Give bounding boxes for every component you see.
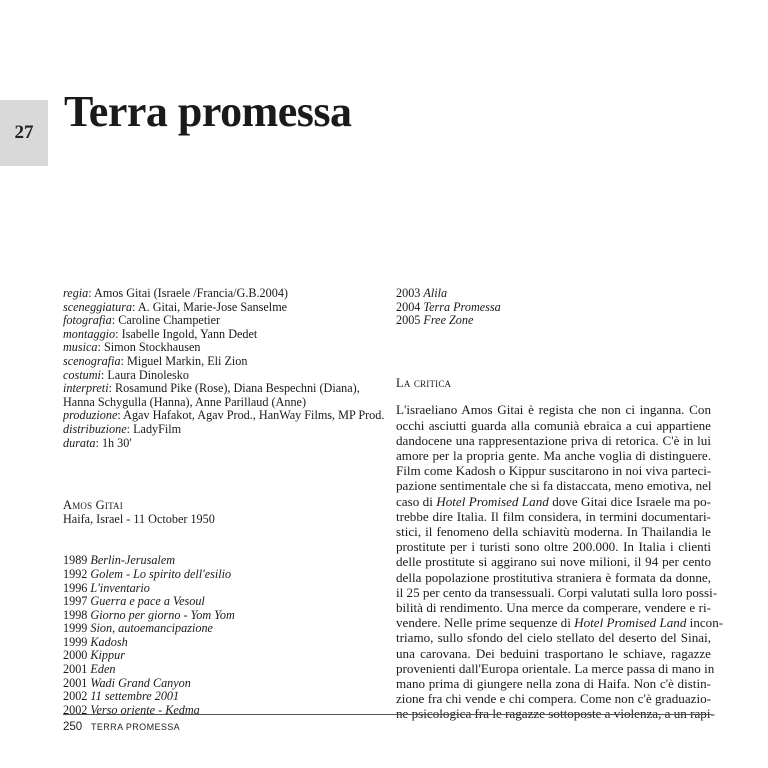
film-year: 2002 <box>63 689 88 704</box>
credit-label: scenografia <box>63 353 121 368</box>
critica-line <box>396 539 711 554</box>
critica-segment: L'israeliano Amos Gitai è regista che non ci inganna. Con <box>396 402 711 418</box>
director-name: Amos Gitai <box>63 498 123 513</box>
film-year: 1997 <box>63 594 88 609</box>
credit-label: regia <box>63 286 89 300</box>
critica-line <box>396 463 711 478</box>
filmography-item <box>396 287 711 301</box>
running-title: TERRA PROMESSA <box>90 722 181 732</box>
film-year: 2002 <box>63 702 88 717</box>
critica-segment: triamo, sullo sfondo del cielo stellato del deserto del Sinai, <box>396 630 711 646</box>
chapter-number-tab <box>0 100 48 166</box>
film-title: Kadosh <box>90 634 128 649</box>
critica-line <box>396 691 711 706</box>
credit-line <box>63 287 383 301</box>
film-title: L'inventario <box>90 580 150 595</box>
critica-segment: delle prostitute si aggirano sui nove milioni, il 94 per cento <box>396 554 711 570</box>
critica-line <box>396 584 718 600</box>
film-title: 11 settembre 2001 <box>90 689 180 704</box>
filmography-item <box>63 704 383 718</box>
credit-line <box>63 369 383 383</box>
filmography-item <box>63 663 383 677</box>
critica-segment: zione fra chi vende e chi compera. Come non c'è graduazio- <box>396 691 711 707</box>
film-title: Wadi Grand Canyon <box>90 675 191 690</box>
filmography-list <box>63 554 383 717</box>
critica-segment: dandocene una rappresentazione priva di retorica. C'è in lui <box>396 432 711 448</box>
credit-label: fotografia <box>63 313 112 328</box>
critica-heading: La critica <box>396 375 452 390</box>
page-footer <box>63 721 180 733</box>
credits-block <box>63 287 383 450</box>
critica-segment: vendere. Nelle prime sequenze di <box>396 615 575 631</box>
film-title: Golem - Lo spirito dell'esilio <box>90 566 232 581</box>
film-year: 1998 <box>63 607 88 622</box>
film-title: Sion, autoemancipazione <box>90 621 213 636</box>
critica-line <box>396 676 711 691</box>
filmography-item <box>63 636 383 650</box>
film-title: Giorno per giorno - Yom Yom <box>90 607 235 622</box>
critica-line <box>396 615 724 631</box>
film-title: Verso oriente - Kedma <box>90 702 200 717</box>
film-title: Eden <box>90 662 116 677</box>
credit-value: : Amos Gitai (Israele /Francia/G.B.2004) <box>88 286 288 300</box>
critica-line <box>396 600 711 615</box>
chapter-number: 27 <box>14 122 34 143</box>
filmography-item <box>63 649 383 663</box>
credit-value: Hanna Schygulla (Hanna), Anne Parillaud (Anne) <box>63 394 306 409</box>
critica-line <box>396 660 715 676</box>
film-year: 2001 <box>63 675 88 690</box>
film-year: 1999 <box>63 634 88 649</box>
filmography-item <box>396 301 711 315</box>
critica-line <box>396 630 711 645</box>
credit-value: : Rosamund Pike (Rose), Diana Bespechni (Diana), <box>108 381 360 396</box>
critica-segment: mano prima di giungere nella zona di Haifa. Non c'è distin- <box>396 676 711 692</box>
credit-value: : Agav Hafakot, Agav Prod., HanWay Films, MP Prod. <box>117 408 385 423</box>
credit-label: durata <box>63 435 96 450</box>
film-title: Alila <box>423 286 448 300</box>
credit-value: : Simon Stockhausen <box>97 340 201 355</box>
critica-line <box>396 418 711 433</box>
credit-value: : LadyFilm <box>126 421 182 436</box>
critica-text <box>396 402 724 722</box>
filmography-item <box>63 677 383 691</box>
credit-label: montaggio <box>63 326 116 341</box>
left-column <box>63 287 383 717</box>
critica-segment: dove Gitai dice Israele ma po- <box>548 493 712 509</box>
film-year: 2000 <box>63 648 88 663</box>
credit-line <box>63 301 383 315</box>
film-year: 2004 <box>396 299 421 314</box>
credit-value: : A. Gitai, Marie-Jose Sanselme <box>132 299 288 314</box>
credit-value: : Miguel Markin, Eli Zion <box>120 353 248 368</box>
credit-line <box>63 314 383 328</box>
credit-value: : Isabelle Ingold, Yann Dedet <box>115 326 258 341</box>
credit-line <box>63 423 383 437</box>
film-year: 1989 <box>63 553 88 568</box>
critica-segment: stici, il fenomeno della schiavitù moderna. In Thailandia le <box>396 524 711 539</box>
credit-label: distribuzione <box>63 421 127 436</box>
film-title: Kippur <box>90 648 125 663</box>
film-year: 2003 <box>396 286 421 300</box>
footer-divider <box>63 714 711 715</box>
film-year: 1999 <box>63 621 88 636</box>
critica-segment: Film come Kadosh o Kippur suscitarono in noi viva parteci- <box>396 463 712 479</box>
critica-segment: della popolazione prostitutiva straniera è formata da donne, <box>396 569 711 585</box>
film-year: 2005 <box>396 313 421 328</box>
filmography-item <box>63 582 383 596</box>
credit-line <box>63 437 383 451</box>
right-column <box>396 286 724 722</box>
credit-value: : Laura Dinolesko <box>100 367 189 382</box>
film-year: 1992 <box>63 566 88 581</box>
critica-segment: amore per la propria gente. Ma anche voglia di distinguere. <box>396 447 711 463</box>
critica-segment: bilità di rendimento. Una merce da comperare, vendere e ri- <box>396 600 711 616</box>
critica-segment: il 25 per cento da transessuali. Corpi valutati sulla loro possi- <box>396 584 718 600</box>
credit-label: costumi <box>63 367 101 382</box>
credit-line <box>63 341 383 355</box>
film-title-reference: Hotel Promised Land <box>574 615 687 631</box>
critica-line <box>396 570 711 585</box>
film-title: Guerra e pace a Vesoul <box>90 594 205 609</box>
critica-line <box>396 554 711 569</box>
critica-segment: incon- <box>686 615 724 631</box>
credit-line <box>63 328 383 342</box>
critica-segment: ne psicologica fra le ragazze sottoposte a violenza, a un rapi- <box>396 706 715 722</box>
filmography-item <box>63 609 383 623</box>
page-number: 250 <box>63 721 83 733</box>
critica-segment: pazione sentimentale che si fa distaccata, meno emotiva, nel <box>396 478 712 494</box>
credit-value: : Caroline Champetier <box>111 313 221 328</box>
critica-segment: occhi asciutti guarda alla comunià ebraica a cui appartiene <box>396 417 711 433</box>
filmography-item <box>63 622 383 636</box>
filmography-item <box>63 595 383 609</box>
critica-line <box>396 509 711 524</box>
critica-segment: caso di <box>396 493 437 509</box>
film-title: Free Zone <box>423 313 474 328</box>
critica-line <box>396 494 711 509</box>
film-title: Terra Promessa <box>423 299 501 314</box>
film-year: 2001 <box>63 662 88 677</box>
film-title-reference: Hotel Promised Land <box>436 493 549 509</box>
filmography-list-continued <box>396 287 711 328</box>
critica-line <box>396 524 711 539</box>
critica-line <box>396 478 711 493</box>
credit-line <box>63 355 383 369</box>
credit-value: : 1h 30' <box>95 435 132 450</box>
credit-line <box>63 409 383 423</box>
critica-segment: una carovana. Dei beduini trasportano le schiave, ragazze <box>396 645 711 661</box>
filmography-item <box>63 690 383 704</box>
critica-line <box>396 433 711 448</box>
director-block <box>63 499 383 526</box>
critica-line <box>396 646 711 661</box>
credit-label: musica <box>63 340 98 355</box>
critica-line <box>396 402 711 417</box>
credit-line <box>63 382 383 396</box>
critica-segment: trebbe dire Italia. Il film considera, in termini documentari- <box>396 508 711 524</box>
critica-line <box>396 448 711 463</box>
director-birth: Haifa, Israel - 11 October 1950 <box>63 511 215 526</box>
filmography-item <box>396 314 711 328</box>
film-year: 1996 <box>63 580 88 595</box>
filmography-item <box>63 554 383 568</box>
credit-label: produzione <box>63 408 118 423</box>
film-title: Berlin-Jerusalem <box>90 553 176 568</box>
credit-label: sceneggiatura <box>63 299 133 314</box>
critica-segment: provenienti dall'Europa orientale. La merce passa di mano in <box>396 660 715 676</box>
credit-label: interpreti <box>63 381 109 396</box>
credit-line <box>63 396 383 410</box>
critica-segment: prostitute per i turisti sono oltre 200.000. In Italia i clienti <box>396 539 711 555</box>
filmography-item <box>63 568 383 582</box>
page-title: Terra promessa <box>64 87 352 136</box>
